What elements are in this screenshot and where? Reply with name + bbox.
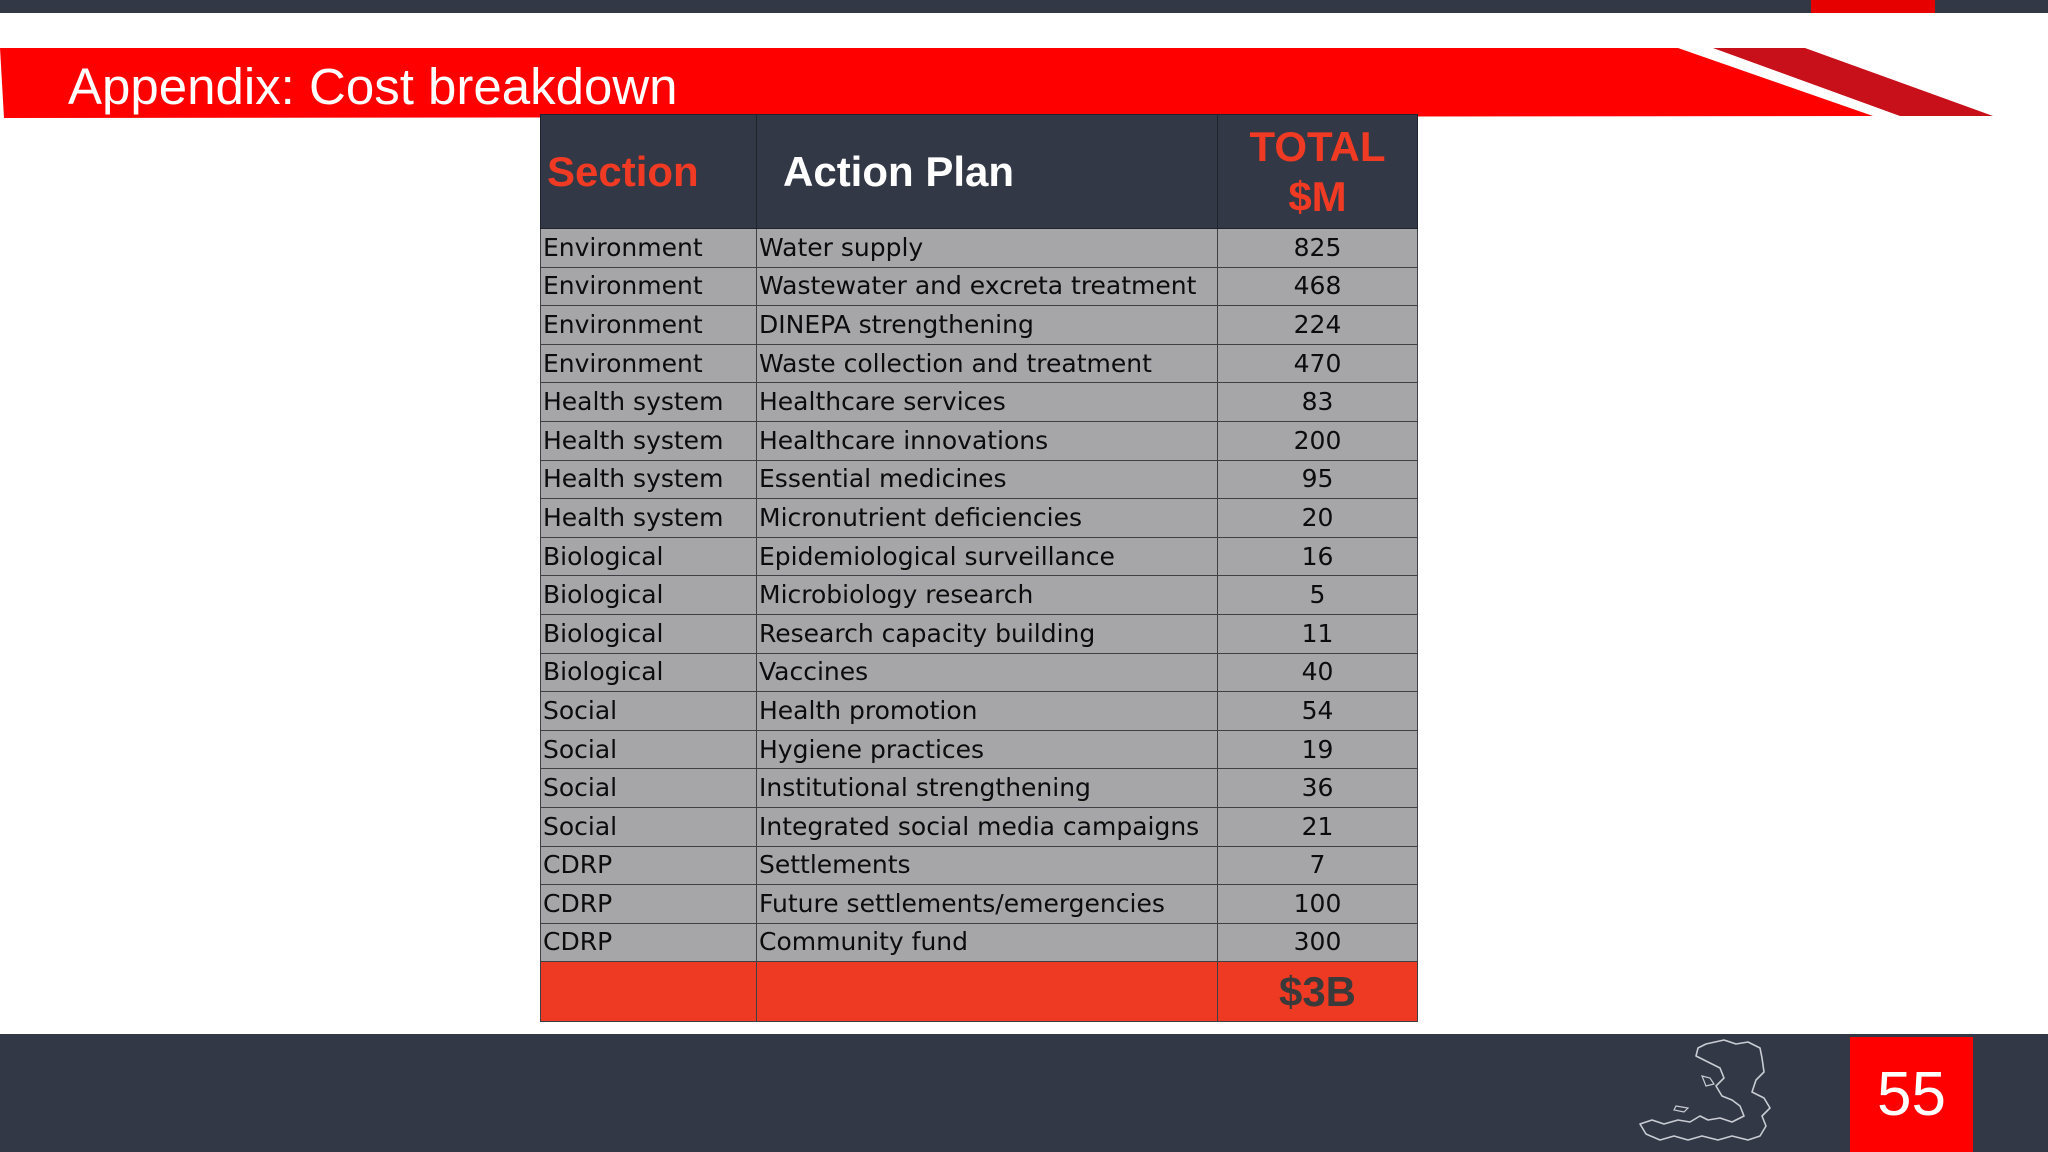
cell-action: Community fund (757, 923, 1218, 962)
cell-total: 36 (1218, 769, 1418, 808)
cell-total: 468 (1218, 267, 1418, 306)
cell-action: Microbiology research (757, 576, 1218, 615)
total-row-empty-section (541, 962, 757, 1022)
cell-total: 470 (1218, 344, 1418, 383)
cell-section: Social (541, 692, 757, 731)
cell-action: Integrated social media campaigns (757, 807, 1218, 846)
cell-section: CDRP (541, 923, 757, 962)
table-row (541, 306, 1418, 345)
cell-action: Institutional strengthening (757, 769, 1218, 808)
cell-action: Essential medicines (757, 460, 1218, 499)
header-total-line1: TOTAL (1249, 122, 1386, 170)
cell-action: Health promotion (757, 692, 1218, 731)
header-total (1218, 115, 1418, 229)
table-row (541, 653, 1418, 692)
cell-total: 300 (1218, 923, 1418, 962)
table-header-row (541, 115, 1418, 229)
cell-action: Future settlements/emergencies (757, 885, 1218, 924)
table-row (541, 769, 1418, 808)
grand-total-row (541, 962, 1418, 1022)
cell-total: 224 (1218, 306, 1418, 345)
cell-total: 825 (1218, 229, 1418, 268)
table-row (541, 267, 1418, 306)
cell-section: Health system (541, 499, 757, 538)
cell-section: Health system (541, 460, 757, 499)
cell-section: Biological (541, 614, 757, 653)
cell-section: Environment (541, 229, 757, 268)
cell-section: Social (541, 769, 757, 808)
top-strip (0, 0, 2048, 13)
grand-total-value: $3B (1218, 962, 1418, 1022)
cell-total: 20 (1218, 499, 1418, 538)
header-section: Section (541, 115, 757, 229)
cell-action: DINEPA strengthening (757, 306, 1218, 345)
table-row (541, 537, 1418, 576)
table-row (541, 692, 1418, 731)
header-action-plan: Action Plan (757, 115, 1218, 229)
cell-section: CDRP (541, 846, 757, 885)
table-row (541, 421, 1418, 460)
cell-section: Health system (541, 383, 757, 422)
cell-total: 5 (1218, 576, 1418, 615)
cell-total: 54 (1218, 692, 1418, 731)
top-strip-accent (1811, 0, 1935, 13)
cell-action: Wastewater and excreta treatment (757, 267, 1218, 306)
cell-action: Hygiene practices (757, 730, 1218, 769)
cell-action: Waste collection and treatment (757, 344, 1218, 383)
cell-action: Micronutrient deficiencies (757, 499, 1218, 538)
cell-section: Social (541, 730, 757, 769)
cell-total: 19 (1218, 730, 1418, 769)
table-row (541, 499, 1418, 538)
cell-total: 95 (1218, 460, 1418, 499)
page-title: Appendix: Cost breakdown (68, 58, 678, 115)
cell-section: Social (541, 807, 757, 846)
total-row-empty-action (757, 962, 1218, 1022)
table-row (541, 576, 1418, 615)
table-row (541, 807, 1418, 846)
cell-section: Biological (541, 537, 757, 576)
page-number: 55 (1877, 1060, 1946, 1129)
cell-total: 100 (1218, 885, 1418, 924)
table-row (541, 614, 1418, 653)
cell-total: 7 (1218, 846, 1418, 885)
cell-action: Epidemiological surveillance (757, 537, 1218, 576)
table-row (541, 885, 1418, 924)
cell-section: Environment (541, 344, 757, 383)
cell-action: Healthcare innovations (757, 421, 1218, 460)
haiti-map-icon (1636, 1036, 1812, 1150)
cell-total: 200 (1218, 421, 1418, 460)
cell-section: Biological (541, 653, 757, 692)
table-row (541, 344, 1418, 383)
cell-total: 83 (1218, 383, 1418, 422)
cell-section: Environment (541, 267, 757, 306)
cost-breakdown-table (540, 114, 1418, 1022)
table-row (541, 460, 1418, 499)
cell-section: CDRP (541, 885, 757, 924)
cell-total: 16 (1218, 537, 1418, 576)
table-row (541, 923, 1418, 962)
cell-section: Environment (541, 306, 757, 345)
cell-total: 21 (1218, 807, 1418, 846)
cell-total: 11 (1218, 614, 1418, 653)
table-row (541, 846, 1418, 885)
cell-action: Healthcare services (757, 383, 1218, 422)
cell-action: Settlements (757, 846, 1218, 885)
header-total-line2: $M (1288, 172, 1347, 220)
cell-section: Health system (541, 421, 757, 460)
cell-action: Research capacity building (757, 614, 1218, 653)
page-number-box (1850, 1037, 1973, 1152)
table-row (541, 383, 1418, 422)
cell-section: Biological (541, 576, 757, 615)
table-row (541, 730, 1418, 769)
table-row (541, 229, 1418, 268)
cell-action: Water supply (757, 229, 1218, 268)
cell-action: Vaccines (757, 653, 1218, 692)
cell-total: 40 (1218, 653, 1418, 692)
